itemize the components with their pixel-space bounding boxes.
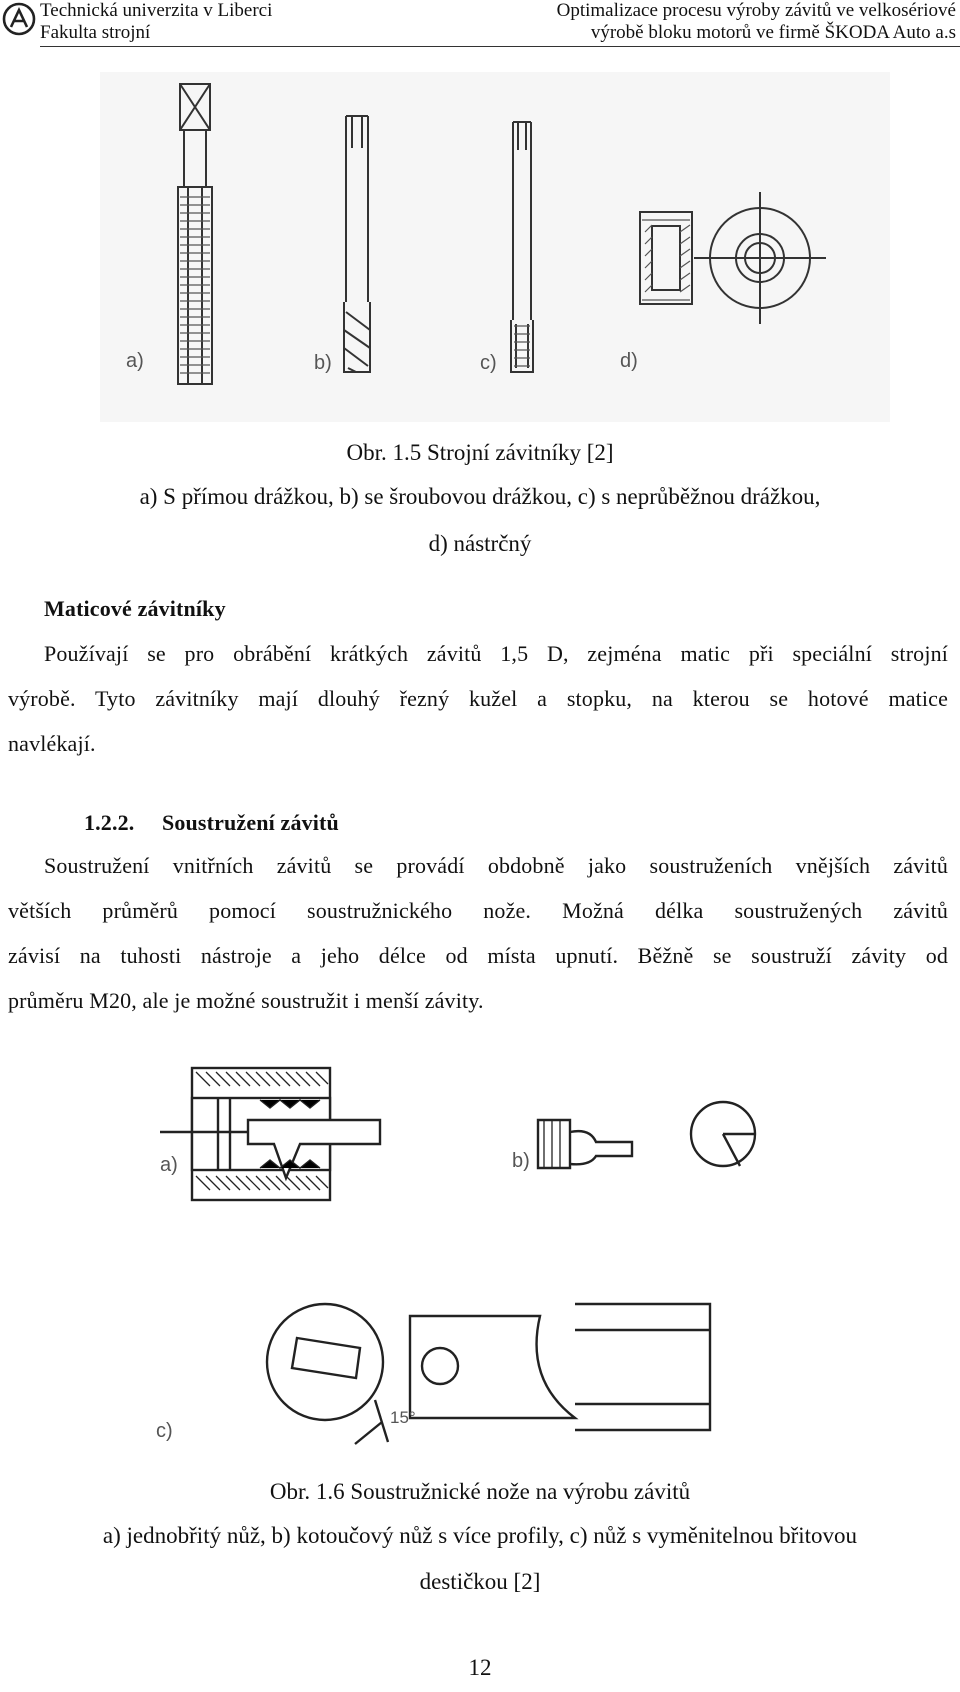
figure1-caption-desc-cont: d) nástrčný <box>428 531 532 556</box>
figure1-caption-title: Obr. 1.5 Strojní závitníky [2] <box>346 440 614 465</box>
header-faculty: Fakulta strojní <box>40 22 151 43</box>
figure2-label-a: a) <box>160 1154 178 1176</box>
paragraph-line: výrobě. Tyto závitníky mají dlouhý řezný kužel a stopku, na kterou se hotové matice <box>8 686 948 711</box>
figure2-angle-label: 15° <box>390 1408 416 1427</box>
header-rule <box>40 46 960 47</box>
figure2-caption-title: Obr. 1.6 Soustružnické nože na výrobu závitů <box>269 1479 691 1504</box>
paragraph-line: navlékají. <box>8 731 96 756</box>
figure2-label-b: b) <box>512 1150 530 1172</box>
figure1-label-c: c) <box>480 352 497 374</box>
header-university: Technická univerzita v Liberci <box>40 0 273 21</box>
paragraph-line: průměru M20, ale je možné soustružit i menší závity. <box>8 988 484 1013</box>
section-number: 1.2.2. <box>84 810 135 835</box>
section-title: Soustružení závitů <box>162 810 339 835</box>
header-thesis-title-2: výrobě bloku motorů ve firmě ŠKODA Auto a.s <box>590 22 956 43</box>
figure1-label-b: b) <box>314 352 332 374</box>
paragraph-line: závisí na tuhosti nástroje a jeho délce od místa upnutí. Běžně se soustruží závity od <box>8 943 948 968</box>
figure1-label-a: a) <box>126 350 144 372</box>
paragraph-line: Používají se pro obrábění krátkých závitů 1,5 D, zejména matic při speciální strojní <box>44 641 948 666</box>
figure2-caption-desc-cont: destičkou [2] <box>419 1569 541 1594</box>
figure-threading-tools <box>150 1060 790 1460</box>
header-thesis-title-1: Optimalizace procesu výroby závitů ve velkosériové <box>556 0 956 21</box>
section-heading-nut-taps: Maticové závitníky <box>44 596 226 621</box>
figure-machine-taps <box>100 72 890 422</box>
threading-tools-drawing <box>150 1060 790 1460</box>
figure2-label-c: c) <box>156 1420 173 1442</box>
paragraph-line: větších průměrů pomocí soustružnického nože. Možná délka soustružených závitů <box>8 898 948 923</box>
figure1-label-d: d) <box>620 350 638 372</box>
figure2-caption-desc: a) jednobřitý nůž, b) kotoučový nůž s více profily, c) nůž s vyměnitelnou břitovou <box>102 1523 858 1548</box>
paragraph-line: Soustružení vnitřních závitů se provádí obdobně jako soustruženích vnějších závitů <box>44 853 948 878</box>
figure1-caption-desc: a) S přímou drážkou, b) se šroubovou drážkou, c) s neprůběžnou drážkou, <box>139 484 821 509</box>
university-logo <box>2 2 36 36</box>
page-number: 12 <box>468 1655 492 1680</box>
